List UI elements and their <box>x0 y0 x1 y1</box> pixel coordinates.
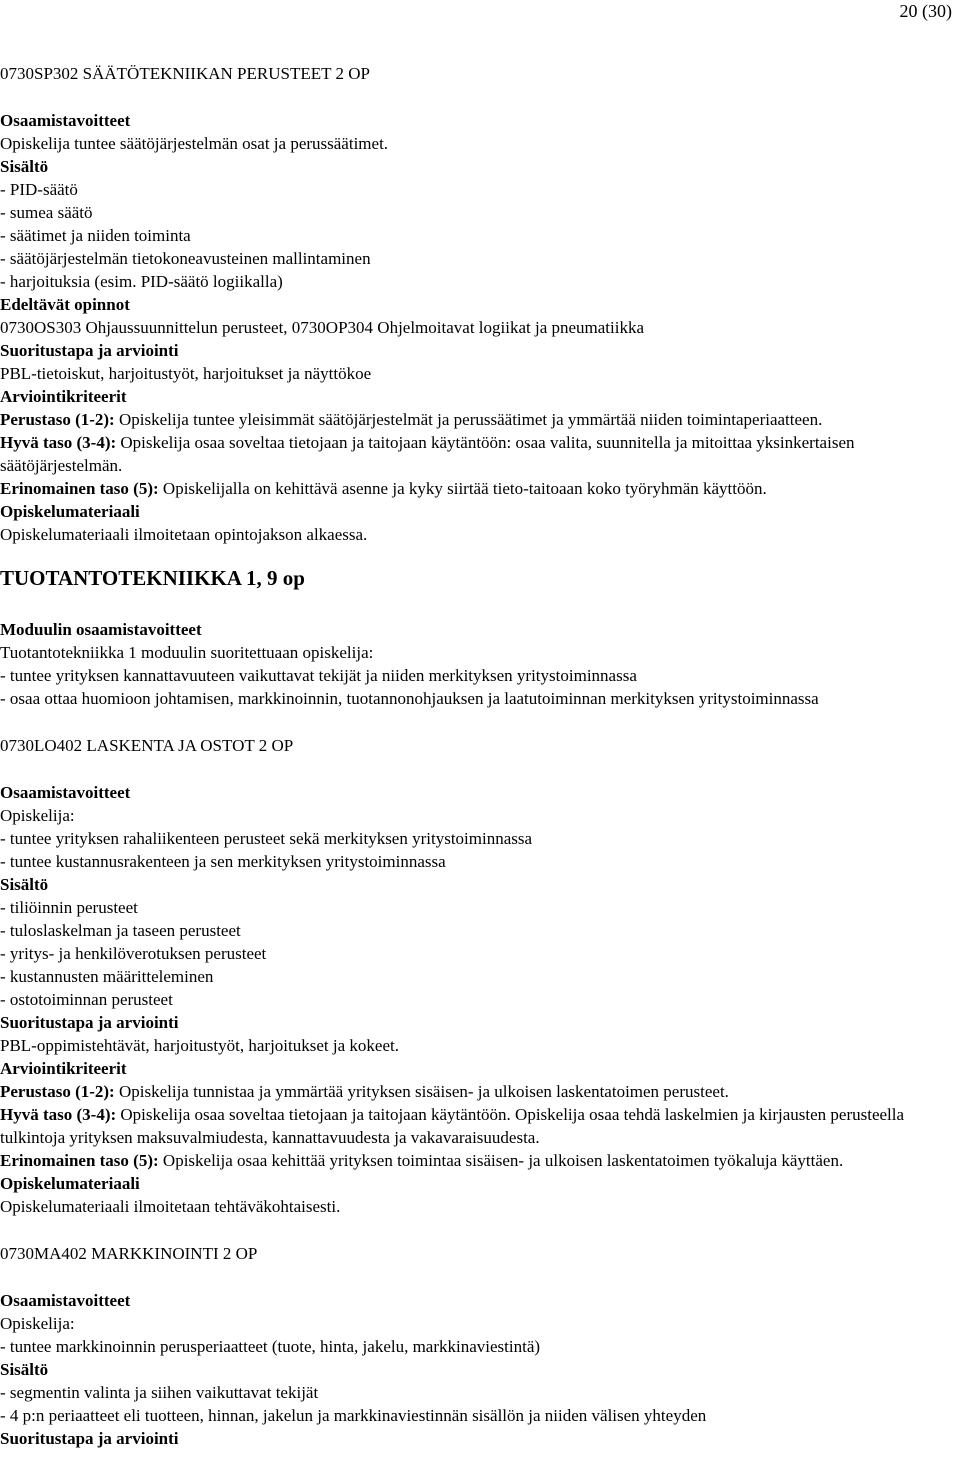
criteria-basic <box>0 1080 960 1103</box>
criteria-text: Opiskelija osaa soveltaa tietojaan ja taitojaan käytäntöön: osaa valita, suunnitella ja mitoittaa yksinkertaisen säätöjärjestelmän. <box>0 433 855 475</box>
section-heading: Edeltävät opinnot <box>0 295 130 314</box>
list-item: - säätimet ja niiden toiminta <box>0 226 191 245</box>
list-item: - yritys- ja henkilöverotuksen perusteet <box>0 944 267 963</box>
criteria-text: Opiskelija tunnistaa ja ymmärtää yrityksen sisäisen- ja ulkoisen laskentatoimen perusteet. <box>114 1082 729 1101</box>
criteria-label: Erinomainen taso (5): <box>0 1151 159 1170</box>
criteria-excellent <box>0 1149 960 1172</box>
paragraph: Opiskelumateriaali ilmoitetaan opintojakson alkaessa. <box>0 525 368 544</box>
criteria-label: Perustaso (1-2): <box>0 410 115 429</box>
course-title: 0730LO402 LASKENTA JA OSTOT 2 OP <box>0 736 294 755</box>
criteria-text: Opiskelija tuntee yleisimmät säätöjärjestelmät ja perussäätimet ja ymmärtää niiden toimintaperiaatteen. <box>114 410 823 429</box>
paragraph: PBL-tietoiskut, harjoitustyöt, harjoitukset ja näyttökoe <box>0 364 372 383</box>
section-heading: Sisältö <box>0 875 49 894</box>
criteria-label: Hyvä taso (3-4): <box>0 1105 117 1124</box>
list-item: - 4 p:n periaatteet eli tuotteen, hinnan, jakelun ja markkinaviestinnän sisällön ja niiden välisen yhteyden <box>0 1406 707 1425</box>
section-heading: Osaamistavoitteet <box>0 1291 131 1310</box>
list-item: - harjoituksia (esim. PID-säätö logiikalla) <box>0 272 283 291</box>
course-title: 0730SP302 SÄÄTÖTEKNIIKAN PERUSTEET 2 OP <box>0 64 370 83</box>
module-title: TUOTANTOTEKNIIKKA 1, 9 op <box>0 566 305 590</box>
paragraph: Opiskelija: <box>0 1314 75 1333</box>
section-heading: Opiskelumateriaali <box>0 1174 140 1193</box>
list-item: - tuntee yrityksen kannattavuuteen vaikuttavat tekijät ja niiden merkityksen yritystoiminnassa <box>0 666 637 685</box>
criteria-basic <box>0 408 960 431</box>
list-item: - tiliöinnin perusteet <box>0 898 138 917</box>
list-item: - tuntee markkinoinnin perusperiaatteet (tuote, hinta, jakelu, markkinaviestintä) <box>0 1337 541 1356</box>
list-item: - tuntee yrityksen rahaliikenteen perusteet sekä merkityksen yritystoiminnassa <box>0 829 533 848</box>
criteria-text: Opiskelijalla on kehittävä asenne ja kyky siirtää tieto-taitoaan koko työryhmän käyttöön. <box>158 479 767 498</box>
criteria-label: Erinomainen taso (5): <box>0 479 159 498</box>
list-item: - PID-säätö <box>0 180 78 199</box>
list-item: - säätöjärjestelmän tietokoneavusteinen mallintaminen <box>0 249 371 268</box>
paragraph: PBL-oppimistehtävät, harjoitustyöt, harjoitukset ja kokeet. <box>0 1036 399 1055</box>
section-heading: Opiskelumateriaali <box>0 502 140 521</box>
list-item: - osaa ottaa huomioon johtamisen, markkinoinnin, tuotannonohjauksen ja laatutoiminnan merkityksen yritystoiminnassa <box>0 689 819 708</box>
document-body <box>0 62 960 1450</box>
list-item: - ostotoiminnan perusteet <box>0 990 173 1009</box>
section-heading: Suoritustapa ja arviointi <box>0 1013 179 1032</box>
paragraph: Tuotantotekniikka 1 moduulin suoritettuaan opiskelija: <box>0 643 374 662</box>
section-heading: Suoritustapa ja arviointi <box>0 1429 179 1448</box>
paragraph: Opiskelija: <box>0 806 75 825</box>
paragraph: 0730OS303 Ohjaussuunnittelun perusteet, 0730OP304 Ohjelmoitavat logiikat ja pneumatiikka <box>0 318 645 337</box>
page-number: 20 (30) <box>899 1 952 21</box>
section-heading: Arviointikriteerit <box>0 1059 127 1078</box>
criteria-text: Opiskelija osaa soveltaa tietojaan ja taitojaan käytäntöön. Opiskelija osaa tehdä laskelmien ja kirjausten perusteella tulkintoja yrityksen maksuvalmiudesta, kannattavuudesta ja vakavaraisuudesta. <box>0 1105 905 1147</box>
list-item: - segmentin valinta ja siihen vaikuttavat tekijät <box>0 1383 319 1402</box>
section-heading: Osaamistavoitteet <box>0 111 131 130</box>
section-heading: Suoritustapa ja arviointi <box>0 341 179 360</box>
section-heading: Sisältö <box>0 1360 49 1379</box>
list-item: - tuloslaskelman ja taseen perusteet <box>0 921 241 940</box>
section-heading: Arviointikriteerit <box>0 387 127 406</box>
section-heading: Moduulin osaamistavoitteet <box>0 620 202 639</box>
section-heading: Sisältö <box>0 157 49 176</box>
criteria-text: Opiskelija osaa kehittää yrityksen toimintaa sisäisen- ja ulkoisen laskentatoimen työkaluja käyttäen. <box>158 1151 844 1170</box>
section-heading: Osaamistavoitteet <box>0 783 131 802</box>
list-item: - sumea säätö <box>0 203 93 222</box>
criteria-good <box>0 1103 960 1149</box>
criteria-label: Hyvä taso (3-4): <box>0 433 117 452</box>
list-item: - kustannusten määritteleminen <box>0 967 214 986</box>
course-title: 0730MA402 MARKKINOINTI 2 OP <box>0 1244 258 1263</box>
criteria-good <box>0 431 960 477</box>
paragraph: Opiskelija tuntee säätöjärjestelmän osat ja perussäätimet. <box>0 134 389 153</box>
list-item: - tuntee kustannusrakenteen ja sen merkityksen yritystoiminnassa <box>0 852 446 871</box>
paragraph: Opiskelumateriaali ilmoitetaan tehtäväkohtaisesti. <box>0 1197 341 1216</box>
criteria-label: Perustaso (1-2): <box>0 1082 115 1101</box>
criteria-excellent <box>0 477 960 500</box>
